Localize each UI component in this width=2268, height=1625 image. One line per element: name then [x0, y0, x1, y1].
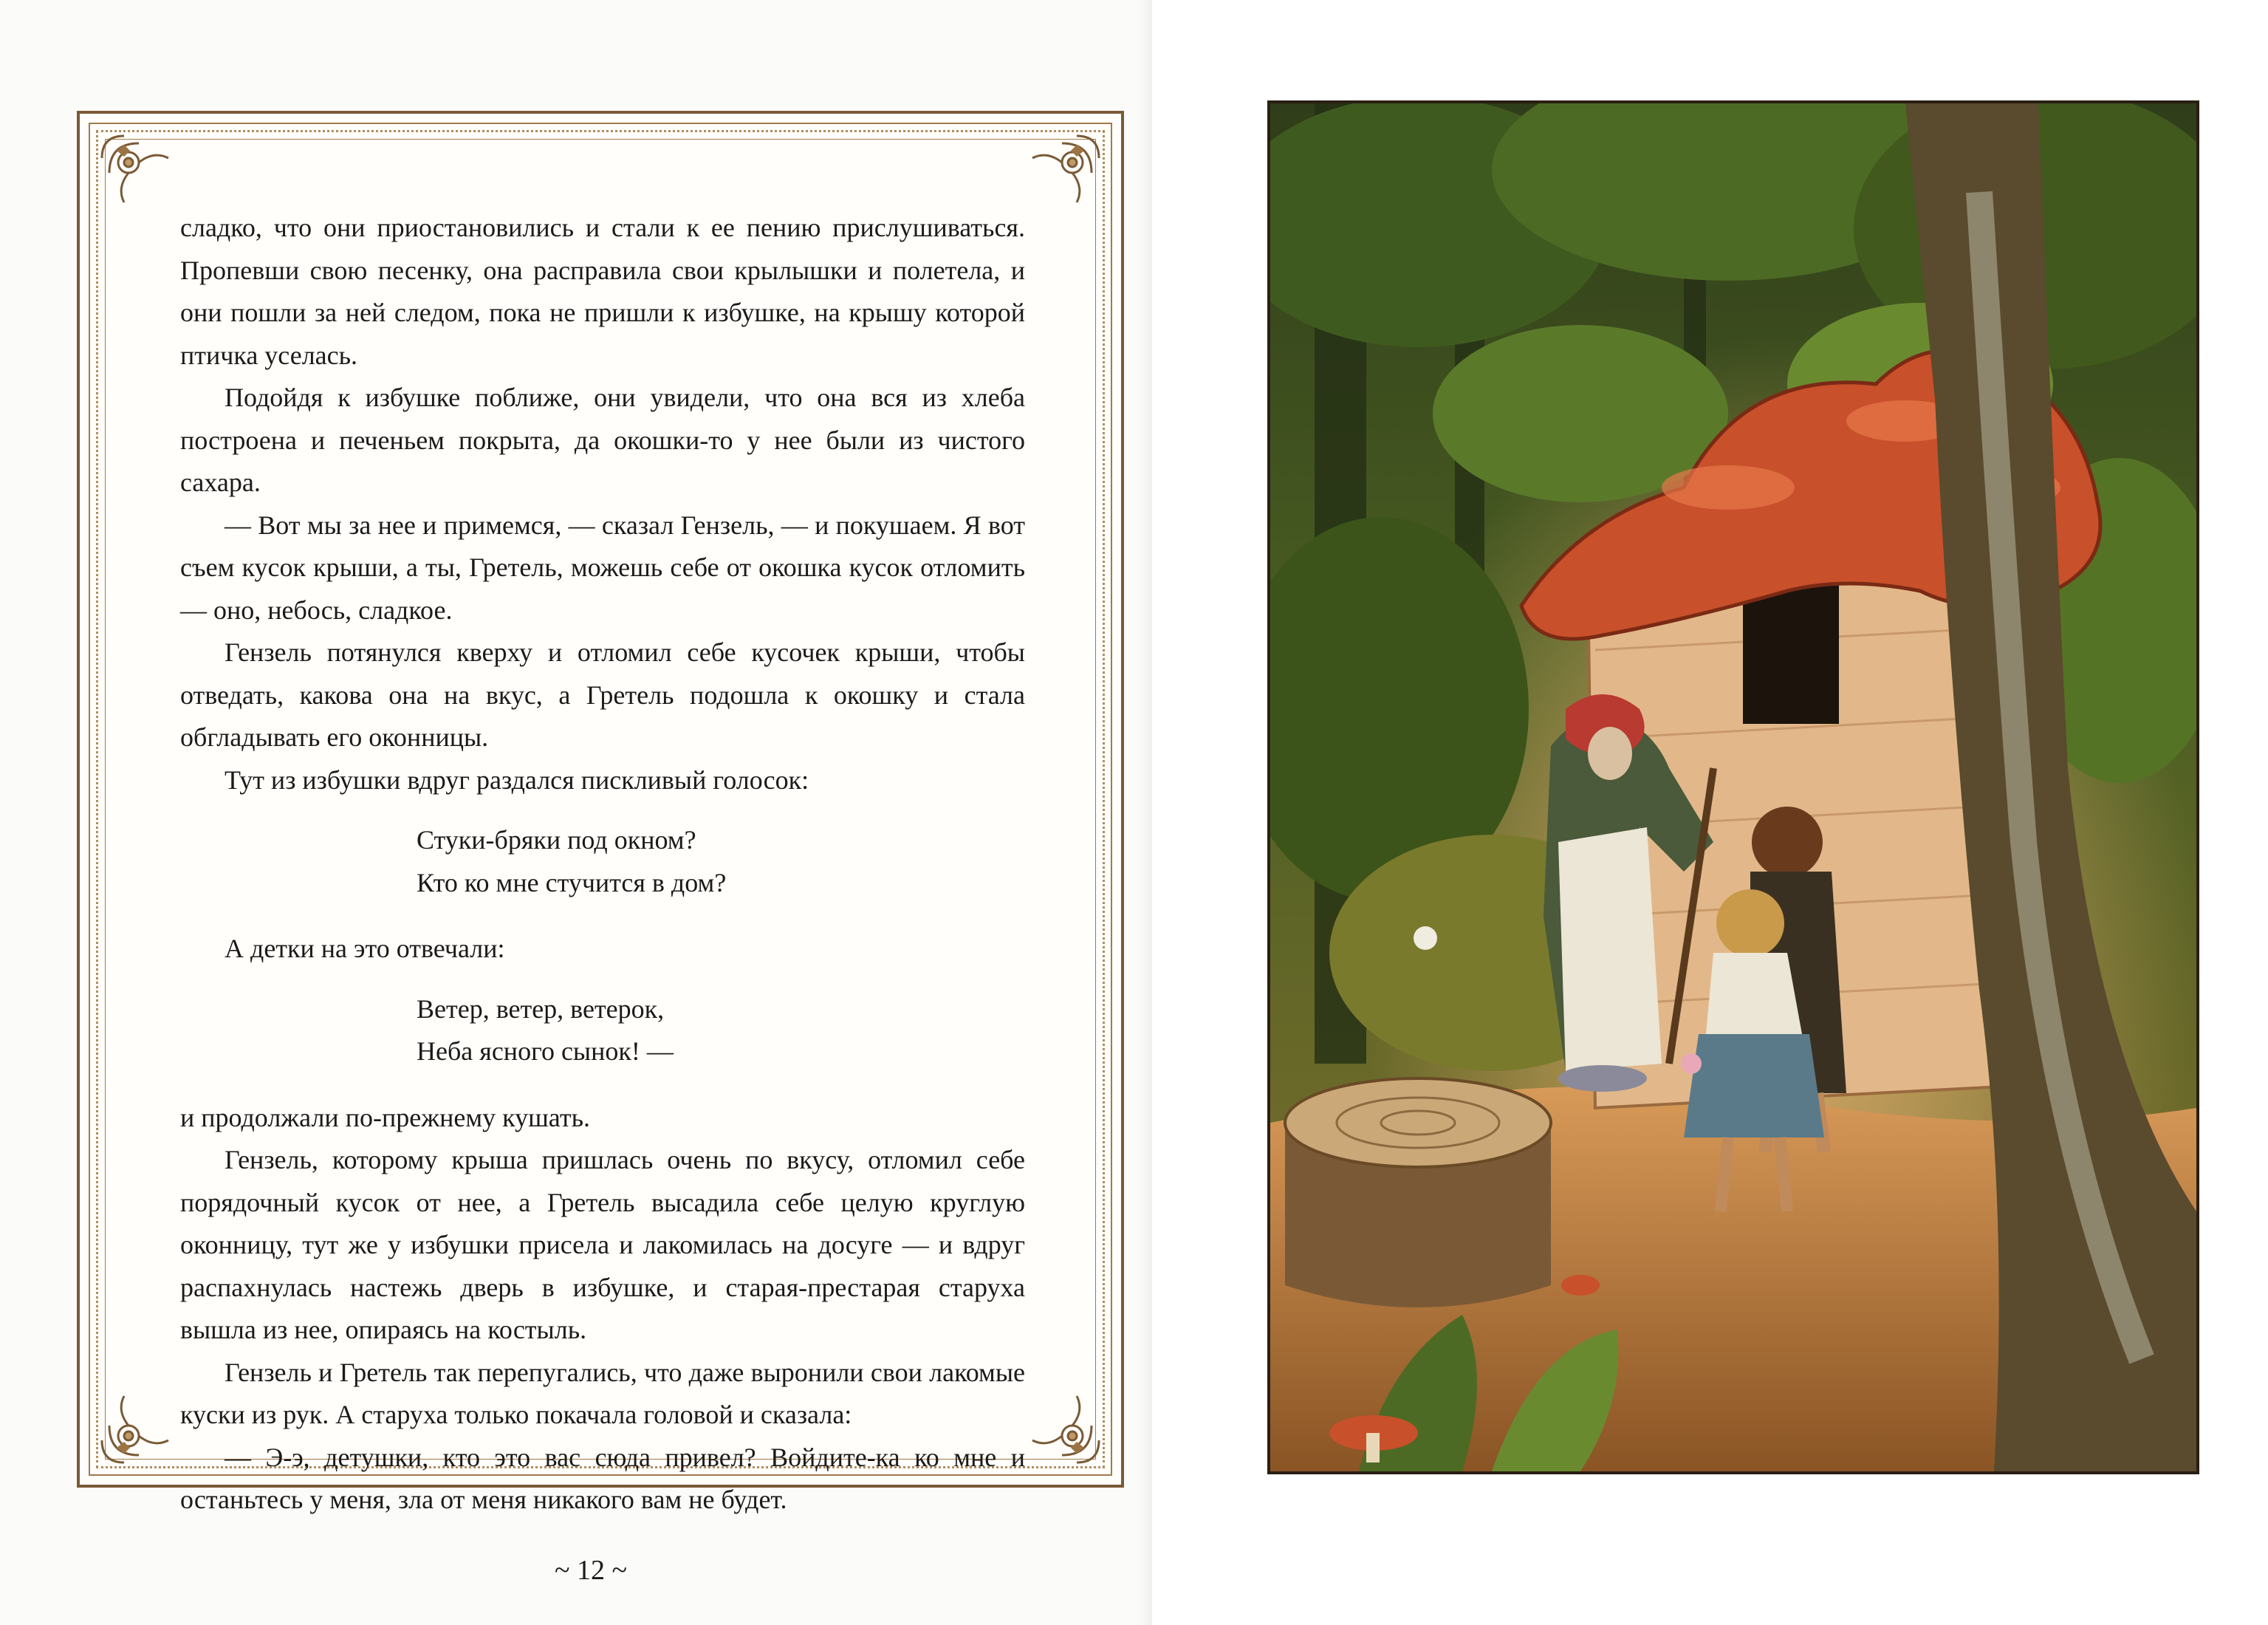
paragraph: — Э-э, детушки, кто это вас сюда привел? Войдите-ка ко мне и останьтесь у меня, зла от меня никакого вам не будет. [180, 1442, 1025, 1514]
tree-stump [1285, 1078, 1551, 1307]
paragraph: Гензель и Гретель так перепугались, что даже выронили свои лакомые куски из рук. А старуха только покачала головой и сказала: [180, 1357, 1025, 1429]
corner-ornament-icon [95, 1381, 183, 1470]
paragraph: А детки на это отвечали: [225, 934, 505, 963]
paragraph: Подойдя к избушке поближе, они увидели, что она вся из хлеба построена и печеньем покрыта, да окошки-то у нее были из чистого сахара. [180, 383, 1025, 497]
corner-ornament-icon [95, 129, 183, 217]
corner-ornament-icon [1018, 129, 1106, 217]
page-number: ~ 12 ~ [554, 1555, 628, 1586]
paragraph: — Вот мы за нее и примемся, — сказал Гензель, — и покушаем. Я вот съем кусок крыши, а ты, Гретель, можешь себе от окошка кусок отломить — оно, небось, сладкое. [180, 510, 1025, 625]
illustration-forest-cottage [1267, 100, 2199, 1474]
paragraph: Тут из избушки вдруг раздался пискливый голосок: [225, 764, 809, 795]
paragraph: сладко, что они приостановились и стали к ее пению прислушиваться. Пропевши свою песенку, она расправила свои крылышки и полетела, и они пошли за ней следом, пока не пришли к избушке, на крышу которой птичка уселась. [180, 213, 1025, 370]
verse-line: Ветер, ветер, ветерок, [417, 993, 665, 1024]
verse-witch [180, 819, 1025, 904]
paragraph: Гензель потянулся кверху и отломил себе кусочек крыши, чтобы отведать, какова она на вкус, а Гретель подошла к окошку и стала обгладывать его оконницы. [180, 637, 1025, 752]
paragraph: и продолжали по-прежнему кушать. [180, 1102, 590, 1132]
paragraph: Гензель, которому крыша пришлась очень по вкусу, отломил себе порядочный кусок от нее, а Гретель высадила себе целую круглую оконницу, тут же у избушки присела и лакомилась на досуге — и вдруг распахнулась настежь дверь в избушке, и старая-престарая старуха вышла из нее, опираясь на костыль. [180, 1145, 1025, 1344]
verse-line: Неба ясного сынок! — [417, 1036, 674, 1066]
story-text [180, 207, 1025, 1522]
verse-children [180, 988, 1025, 1073]
illustration-drawing [1270, 103, 2196, 1471]
verse-line: Стуки-бряки под окном? [417, 825, 696, 855]
verse-line: Кто ко мне стучится в дом? [417, 867, 727, 897]
corner-ornament-icon [1018, 1381, 1106, 1470]
